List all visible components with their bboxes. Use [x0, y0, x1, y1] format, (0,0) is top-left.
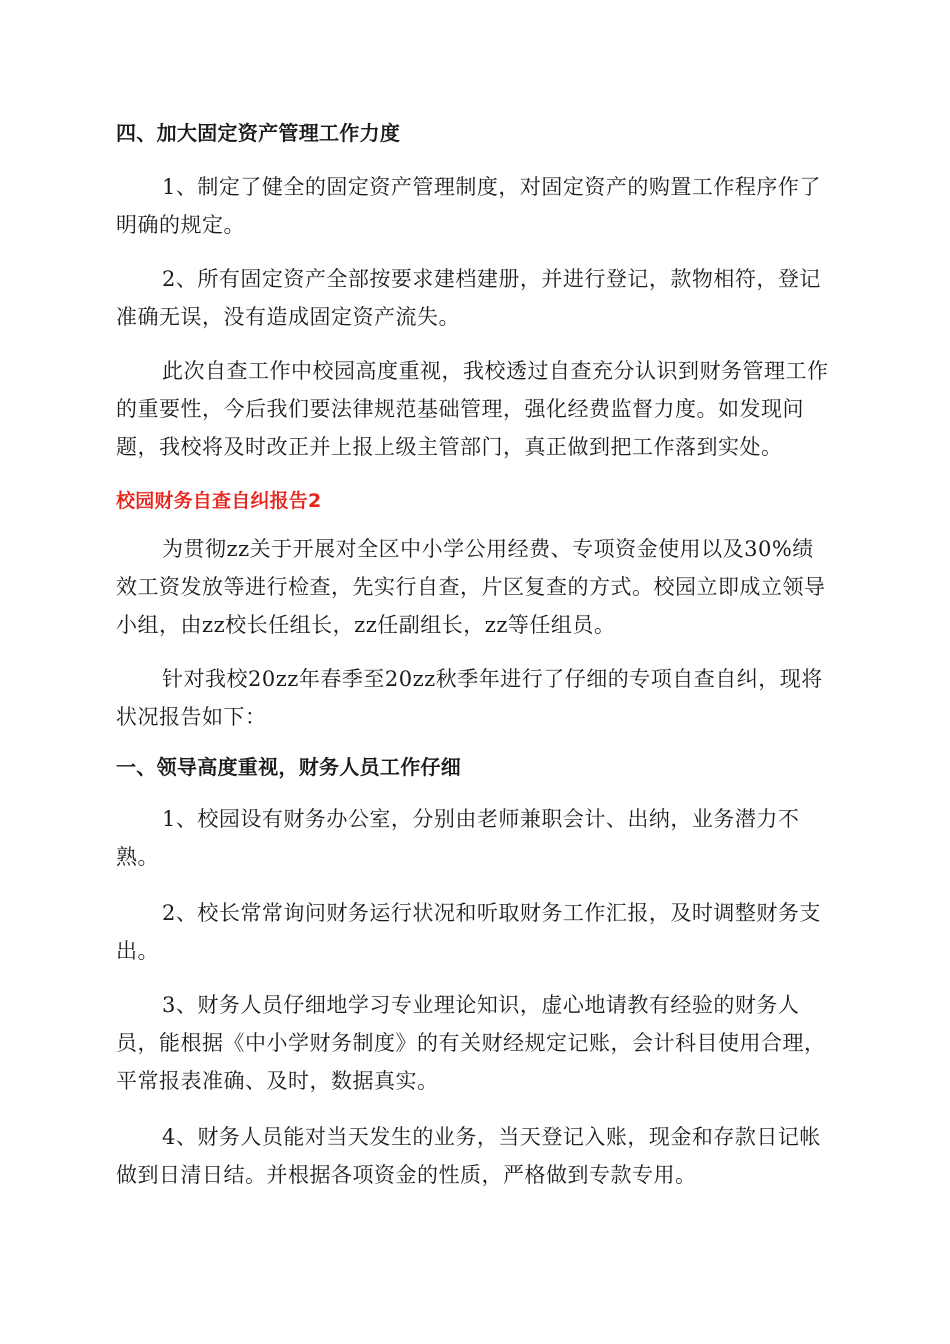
section-heading-leadership: 一、领导高度重视，财务人员工作仔细 [116, 755, 462, 779]
section-heading-fixed-assets: 四、加大固定资产管理工作力度 [116, 121, 401, 145]
paragraph-fixed-asset-registration: 2、所有固定资产全部按要求建档建册，并进行登记，款物相符，登记准确无误，没有造成固定资产流失。 [116, 267, 821, 329]
paragraph-scope: 针对我校20zz年春季至20zz秋季年进行了仔细的专项自查自纠，现将状况报告如下： [116, 667, 823, 729]
report-title: 校园财务自查自纠报告2 [116, 490, 322, 512]
paragraph-fixed-asset-rules: 1、制定了健全的固定资产管理制度，对固定资产的购置工作程序作了明确的规定。 [116, 175, 821, 237]
paragraph-intro: 为贯彻zz关于开展对全区中小学公用经费、专项资金使用以及30%绩效工资发放等进行检查，先实行自查，片区复查的方式。校园立即成立领导小组，由zz校长任组长，zz任副组长，zz等任组员。 [116, 537, 826, 637]
paragraph-finance-office: 1、校园设有财务办公室，分别由老师兼职会计、出纳，业务潜力不熟。 [116, 807, 800, 869]
paragraph-staff-study: 3、财务人员仔细地学习专业理论知识，虚心地请教有经验的财务人员，能根据《中小学财务制度》的有关财经规定记账，会计科目使用合理，平常报表准确、及时，数据真实。 [116, 993, 826, 1093]
paragraph-principal-review: 2、校长常常询问财务运行状况和听取财务工作汇报，及时调整财务支出。 [116, 901, 821, 963]
paragraph-daily-bookkeeping: 4、财务人员能对当天发生的业务，当天登记入账，现金和存款日记帐做到日清日结。并根据各项资金的性质，严格做到专款专用。 [116, 1125, 821, 1187]
paragraph-conclusion: 此次自查工作中校园高度重视，我校透过自查充分认识到财务管理工作的重要性，今后我们要法律规范基础管理，强化经费监督力度。如发现问题，我校将及时改正并上报上级主管部门，真正做到把工作落到实处。 [116, 359, 829, 459]
